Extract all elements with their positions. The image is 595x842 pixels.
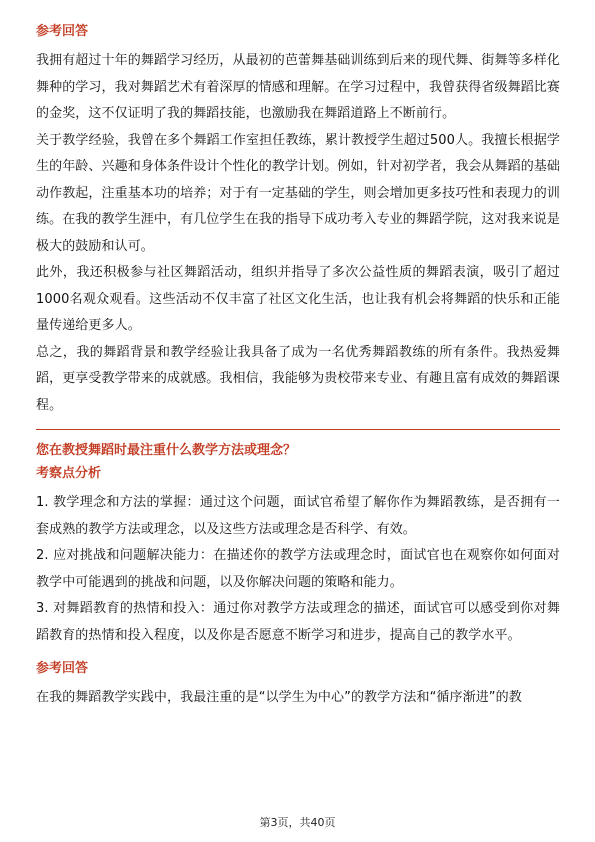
answer-paragraph: 此外，我还积极参与社区舞蹈活动，组织并指导了多次公益性质的舞蹈表演，吸引了超过1000名观众观看。这些活动不仅丰富了社区文化生活，也让我有机会将舞蹈的快乐和正能量传递给更多人。 bbox=[36, 265, 560, 333]
page-content bbox=[36, 22, 560, 712]
analysis-heading: 考察点分析 bbox=[36, 466, 102, 481]
section-divider bbox=[36, 429, 560, 430]
analysis-point: 2. 应对挑战和问题解决能力：在描述你的教学方法或理念时，面试官也在观察你如何面对教学中可能遇到的挑战和问题，以及你解决问题的策略和能力。 bbox=[36, 548, 560, 590]
answer-paragraph: 在我的舞蹈教学实践中，我最注重的是“以学生为中心”的教学方法和“循序渐进”的教 bbox=[36, 690, 522, 705]
answer-heading: 参考回答 bbox=[36, 24, 89, 39]
page-footer: 第3页，共40页 bbox=[259, 816, 336, 829]
analysis-point: 3. 对舞蹈教育的热情和投入：通过你对教学方法或理念的描述，面试官可以感受到你对舞蹈教育的热情和投入程度，以及你是否愿意不断学习和进步，提高自己的教学水平。 bbox=[36, 601, 560, 643]
answer-paragraph: 关于教学经验，我曾在多个舞蹈工作室担任教练，累计教授学生超过500人。我擅长根据学生的年龄、兴趣和身体条件设计个性化的教学计划。例如，针对初学者，我会从舞蹈的基础动作教起，注重基本功的培养；对于有一定基础的学生，则会增加更多技巧性和表现力的训练。在我的教学生涯中，有几位学生在我的指导下成功考入专业的舞蹈学院，这对我来说是极大的鼓励和认可。 bbox=[36, 132, 561, 254]
answer-paragraph: 我拥有超过十年的舞蹈学习经历，从最初的芭蕾舞基础训练到后来的现代舞、街舞等多样化舞种的学习，我对舞蹈艺术有着深厚的情感和理解。在学习过程中，我曾获得省级舞蹈比赛的金奖，这不仅证明了我的舞蹈技能，也激励我在舞蹈道路上不断前行。 bbox=[36, 53, 561, 121]
answer-heading: 参考回答 bbox=[36, 661, 89, 676]
answer-paragraph: 总之，我的舞蹈背景和教学经验让我具备了成为一名优秀舞蹈教练的所有条件。我热爱舞蹈，更享受教学带来的成就感。我相信，我能够为贵校带来专业、有趣且富有成效的舞蹈课程。 bbox=[36, 344, 561, 413]
question-title: 您在教授舞蹈时最注重什么教学方法或理念？ bbox=[36, 443, 297, 458]
analysis-point: 1. 教学理念和方法的掌握：通过这个问题，面试官希望了解你作为舞蹈教练，是否拥有一套成熟的教学方法或理念，以及这些方法或理念是否科学、有效。 bbox=[36, 495, 560, 537]
